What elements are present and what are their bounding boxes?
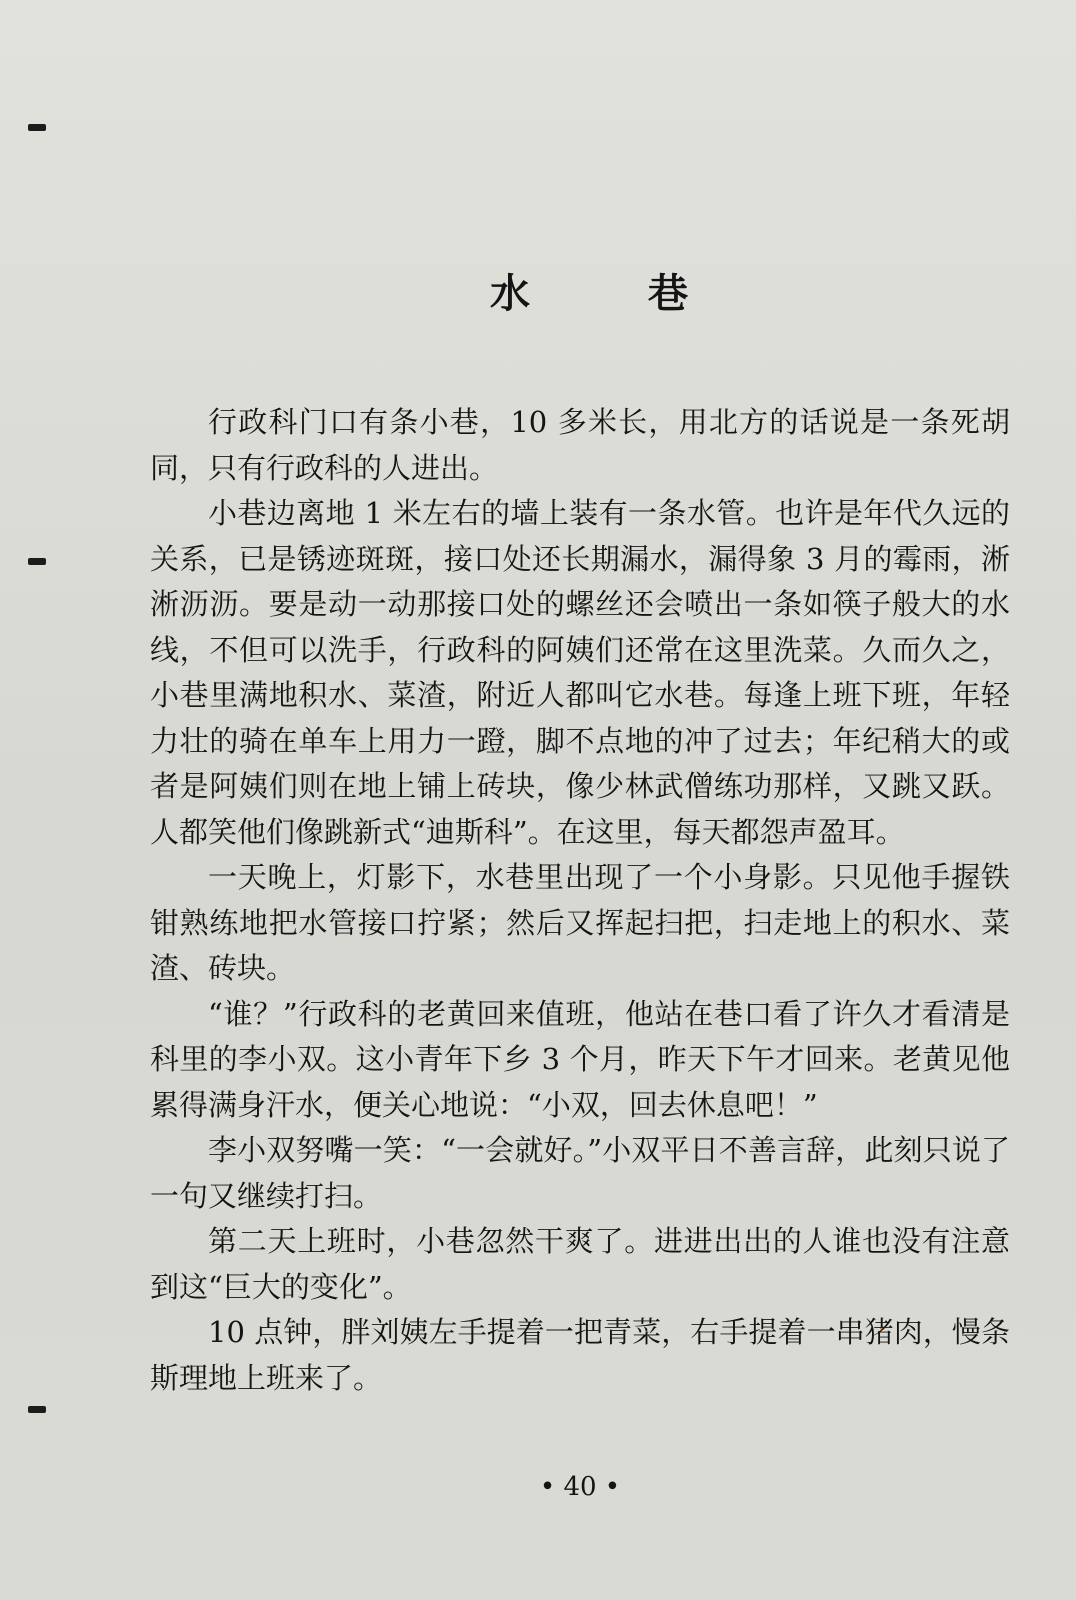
chapter-title: 水 巷 (490, 271, 740, 317)
body-text (150, 400, 1010, 1401)
page-number: • 40 • (539, 1472, 621, 1502)
paragraph: “谁？”行政科的老黄回来值班，他站在巷口看了许久才看清是科里的李小双。这小青年下乡 3 个月，昨天下午才回来。老黄见他累得满身汗水，便关心地说：“小双，回去休息吧！” (150, 996, 1010, 1122)
paragraph: 一天晚上，灯影下，水巷里出现了一个小身影。只见他手握铁钳熟练地把水管接口拧紧；然后又挥起扫把，扫走地上的积水、菜渣、砖块。 (150, 860, 1010, 985)
paragraph: 行政科门口有条小巷，10 多米长，用北方的话说是一条死胡同，只有行政科的人进出。 (150, 405, 1010, 485)
paragraph: 小巷边离地 1 米左右的墙上装有一条水管。也许是年代久远的关系，已是锈迹斑斑，接口处还长期漏水，漏得象 3 月的霉雨，淅淅沥沥。要是动一动那接口处的螺丝还会喷出一条如筷子般大的水线，不但可以洗手，行政科的阿姨们还常在这里洗菜。久而久之，小巷里满地积水、菜渣，附近人都叫它水巷。每逢上班下班，年轻力壮的骑在单车上用力一蹬，脚不点地的冲了过去；年纪稍大的或者是阿姨们则在地上铺上砖块，像少林武僧练功那样，又跳又跃。人都笑他们像跳新式“迪斯科”。在这里，每天都怨声盈耳。 (150, 496, 1010, 849)
binding-hole-mark (28, 1406, 46, 1413)
binding-hole-mark (28, 558, 46, 565)
paragraph: 第二天上班时，小巷忽然干爽了。进进出出的人谁也没有注意到这“巨大的变化”。 (150, 1224, 1010, 1304)
paragraph: 李小双努嘴一笑：“一会就好。”小双平日不善言辞，此刻只说了一句又继续打扫。 (150, 1133, 1010, 1213)
binding-hole-mark (28, 124, 46, 131)
paragraph: 10 点钟，胖刘姨左手提着一把青菜，右手提着一串猪肉，慢条斯理地上班来了。 (150, 1315, 1010, 1395)
